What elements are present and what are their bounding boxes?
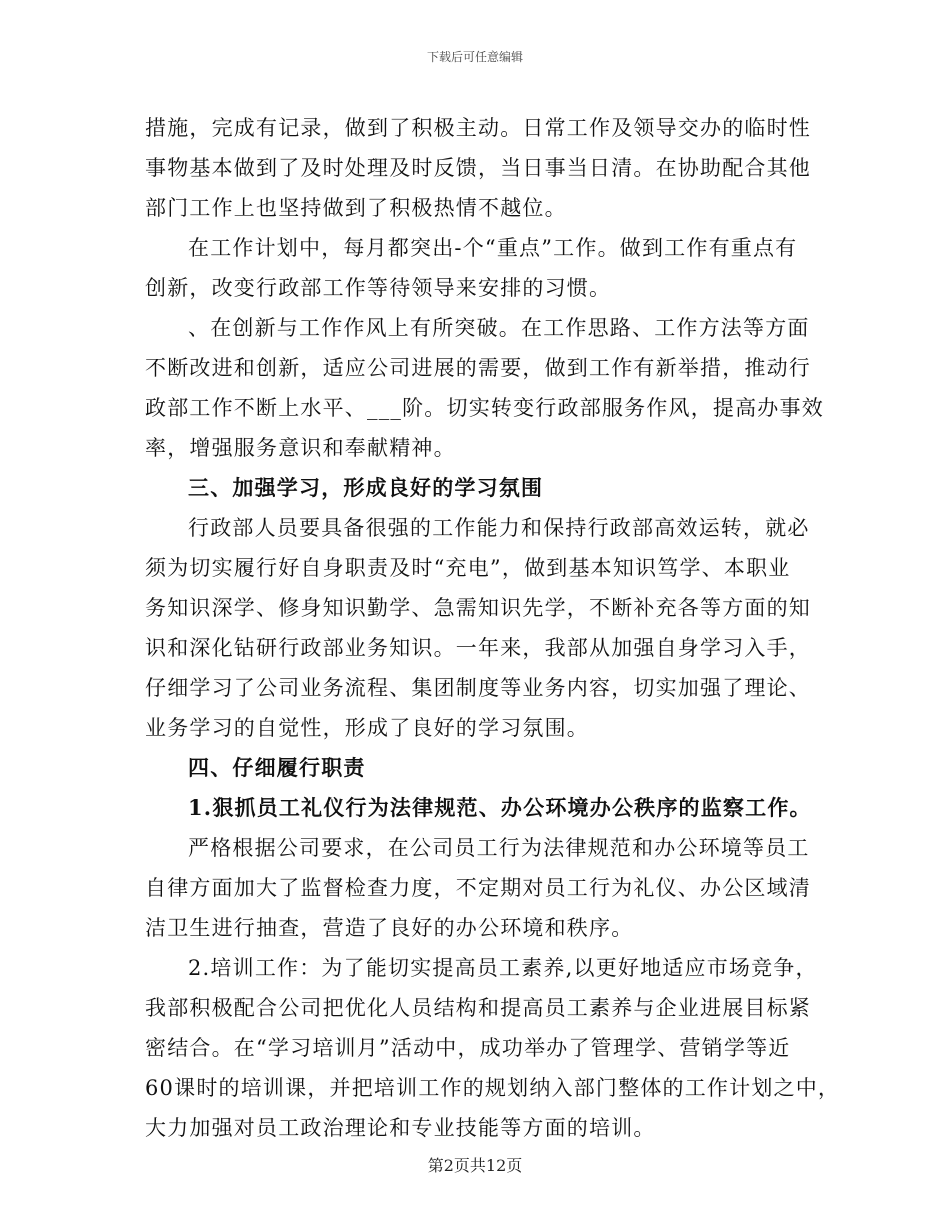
paragraph-line: 2.培训工作：为了能切实提高员工素养,以更好地适应市场竞争， [188,956,818,980]
paragraph-line: 在工作计划中，每月都突出-个“重点”工作。做到工作有重点有 [188,236,798,260]
subsection-heading-1: 1.狠抓员工礼仪行为法律规范、办公环境办公秩序的监察工作。 [188,795,812,820]
section-heading-3: 三、加强学习，形成良好的学习氛围 [188,475,544,500]
paragraph-line: 严格根据公司要求，在公司员工行为法律规范和办公环境等员工 [188,836,810,860]
paragraph-line: 事物基本做到了及时处理及时反馈，当日事当日清。在协助配合其他 [145,156,811,180]
paragraph-line: 创新，改变行政部工作等待领导来安排的习惯。 [145,276,612,300]
paragraph-line: 密结合。在“学习培训月”活动中，成功举办了管理学、营销学等近 [145,1036,791,1060]
section-heading-4: 四、仔细履行职责 [188,755,366,780]
paragraph-line: 措施，完成有记录，做到了积极主动。日常工作及领导交办的临时性 [145,116,811,140]
paragraph-line: 大力加强对员工政治理论和专业技能等方面的培训。 [145,1116,656,1140]
page-header-watermark: 下载后可任意编辑 [426,50,523,64]
paragraph-line: 、在创新与工作作风上有所突破。在工作思路、工作方法等方面 [188,316,810,340]
paragraph-line: 行政部人员要具备很强的工作能力和保持行政部高效运转，就必 [188,516,810,540]
page-number-footer: 第2页共12页 [427,1156,523,1175]
paragraph-line: 仔细学习了公司业务流程、集团制度等业务内容，切实加强了理论、 [145,676,811,700]
paragraph-line: 洁卫生进行抽查，营造了良好的办公环境和秩序。 [145,916,634,940]
document-body [145,108,841,1148]
paragraph-line: 务知识深学、修身知识勤学、急需知识先学，不断补充各等方面的知 [145,596,811,620]
paragraph-line: 部门工作上也坚持做到了积极热情不越位。 [145,196,567,220]
paragraph-line: 率，增强服务意识和奉献精神。 [145,436,456,460]
paragraph-line: 识和深化钻研行政部业务知识。一年来，我部从加强自身学习入手， [145,636,811,660]
paragraph-line: 60课时的培训课，并把培训工作的规划纳入部门整体的工作计划之中， [145,1076,841,1100]
paragraph-line: 政部工作不断上水平、___阶。切实转变行政部服务作风，提高办事效 [145,396,824,420]
paragraph-line: 须为切实履行好自身职责及时“充电”，做到基本知识笃学、本职业 [145,556,791,580]
paragraph-line: 不断改进和创新，适应公司进展的需要，做到工作有新举措，推动行 [145,356,811,380]
paragraph-line: 业务学习的自觉性，形成了良好的学习氛围。 [145,716,589,740]
paragraph-line: 自律方面加大了监督检查力度，不定期对员工行为礼仪、办公区域清 [145,876,811,900]
paragraph-line: 我部积极配合公司把优化人员结构和提高员工素养与企业进展目标紧 [145,996,811,1020]
